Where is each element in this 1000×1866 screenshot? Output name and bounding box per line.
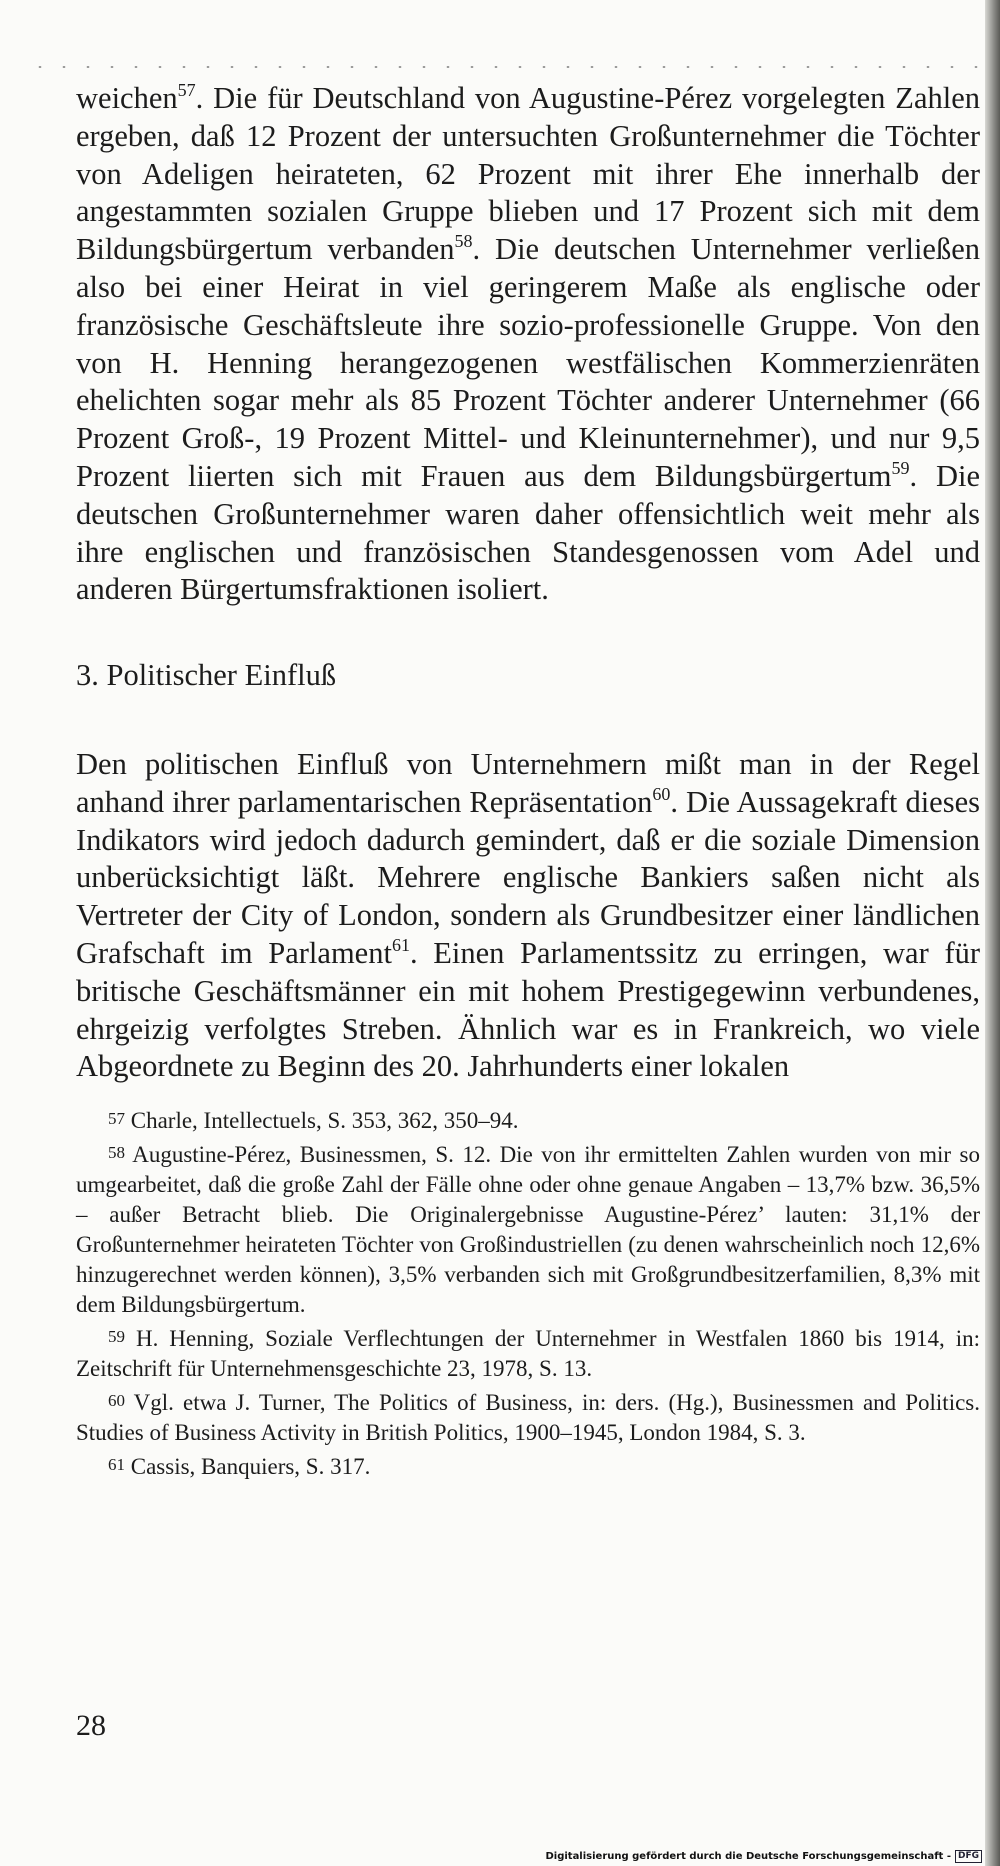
text-run: . Die deutschen Unternehmer verließen also bei einer Heirat in viel geringerem Maße als englische oder französische Geschäftsleute ihre sozio-professionelle Gruppe. Von den von H. Henning herangezogenen westfälischen Kommerzienräten ehelichten sogar mehr als 85 Prozent Töchter anderer Unternehmer (66 Prozent Groß-, 19 Prozent Mittel- und Kleinunternehmer), und nur 9,5 Prozent liierten sich mit Frauen aus dem Bildungsbürgertum bbox=[76, 232, 980, 493]
footnote-number: 61 bbox=[108, 1455, 125, 1475]
text-run: . Die Aussagekraft dieses Indikators wird jedoch dadurch gemindert, daß er die soziale Dimension unberücksichtigt läßt. Mehrere englische Bankiers saßen nicht als Vertreter der City of London, sondern als Grundbesitzer einer ländlichen Grafschaft im Parlament bbox=[76, 784, 980, 970]
footnote bbox=[76, 1104, 980, 1136]
text-run: weichen bbox=[76, 81, 178, 115]
page-number: 28 bbox=[76, 1709, 106, 1742]
dfg-logo-icon: DFG bbox=[955, 1850, 982, 1863]
footnote-text: Charle, Intellectuels, S. 353, 362, 350–94. bbox=[125, 1108, 519, 1134]
footer-credit-text: Digitalisierung gefördert durch die Deutsche Forschungsgemeinschaft - bbox=[545, 1851, 951, 1862]
footnote-number: 60 bbox=[108, 1391, 125, 1411]
text-run: Den politischen Einfluß von Unternehmern mißt man in der Regel anhand ihrer parlamentarischen Repräsentation bbox=[76, 746, 980, 819]
top-dotted-rule bbox=[28, 66, 978, 68]
footnote-number: 59 bbox=[108, 1327, 125, 1347]
footnote-text: Vgl. etwa J. Turner, The Politics of Business, in: ders. (Hg.), Businessmen and Politics. Studies of Business Activity in British Politics, 1900–1945, London 1984, S. 3. bbox=[76, 1390, 980, 1446]
body-paragraph-2 bbox=[76, 746, 980, 1086]
footnote-reference: 60 bbox=[652, 783, 671, 804]
text-run: . Einen Parlamentssitz zu erringen, war für britische Geschäftsmänner ein mit hohem Prestigegewinn verbundenes, ehrgeizig verfolgtes Streben. Ähnlich war es in Frankreich, wo viele Abgeordnete zu Beginn des 20. Jahrhunderts einer lokalen bbox=[76, 935, 981, 1084]
footnote bbox=[76, 1450, 980, 1482]
footnote bbox=[76, 1322, 980, 1384]
footnote-reference: 61 bbox=[391, 934, 410, 955]
body-paragraph-1 bbox=[76, 80, 980, 609]
footnote-reference: 57 bbox=[177, 80, 196, 100]
book-edge bbox=[985, 0, 1000, 1866]
text-block bbox=[76, 80, 980, 1484]
text-run: . Die deutschen Großunternehmer waren daher offensichtlich weit mehr als ihre englischen und französischen Standesgenossen vom Adel und anderen Bürgertumsfraktionen isoliert. bbox=[76, 458, 980, 607]
footnote-number: 57 bbox=[108, 1109, 125, 1129]
section-heading: 3. Politischer Einfluß bbox=[76, 658, 337, 693]
footnote-reference: 58 bbox=[454, 231, 473, 252]
footnote-reference: 59 bbox=[891, 457, 910, 478]
footer-credit bbox=[545, 1850, 982, 1863]
footnote bbox=[76, 1138, 980, 1320]
footnote-text: Cassis, Banquiers, S. 317. bbox=[125, 1454, 371, 1480]
footnote-text: H. Henning, Soziale Verflechtungen der Unternehmer in Westfalen 1860 bis 1914, in: Zeitschrift für Unternehmensgeschichte 23, 1978, S. 13. bbox=[76, 1326, 980, 1382]
footnote bbox=[76, 1386, 980, 1448]
footnote-number: 58 bbox=[108, 1143, 125, 1163]
footnote-text: Augustine-Pérez, Businessmen, S. 12. Die von ihr ermittelten Zahlen wurden von mir so umgearbeitet, daß die große Zahl der Fälle ohne oder ohne genaue Angaben – 13,7% bzw. 36,5% – außer Betracht blieb. Die Originalergebnisse Augustine-Pérez’ lauten: 31,1% der Großunternehmer heirateten Töchter von Großindustriellen (zu denen wahrscheinlich noch 12,6% hinzugerechnet werden können), 3,5% verbanden sich mit Großgrundbesitzerfamilien, 8,3% mit dem Bildungsbürgertum. bbox=[76, 1142, 980, 1318]
text-run: . Die für Deutschland von Augustine-Pérez vorgelegten Zahlen ergeben, daß 12 Prozent der untersuchten Großunternehmer die Töchter von Adeligen heirateten, 62 Prozent mit ihrer Ehe innerhalb der angestammten sozialen Gruppe blieben und 17 Prozent sich mit dem Bildungsbürgertum verbanden bbox=[76, 81, 980, 267]
footnotes bbox=[76, 1104, 980, 1482]
